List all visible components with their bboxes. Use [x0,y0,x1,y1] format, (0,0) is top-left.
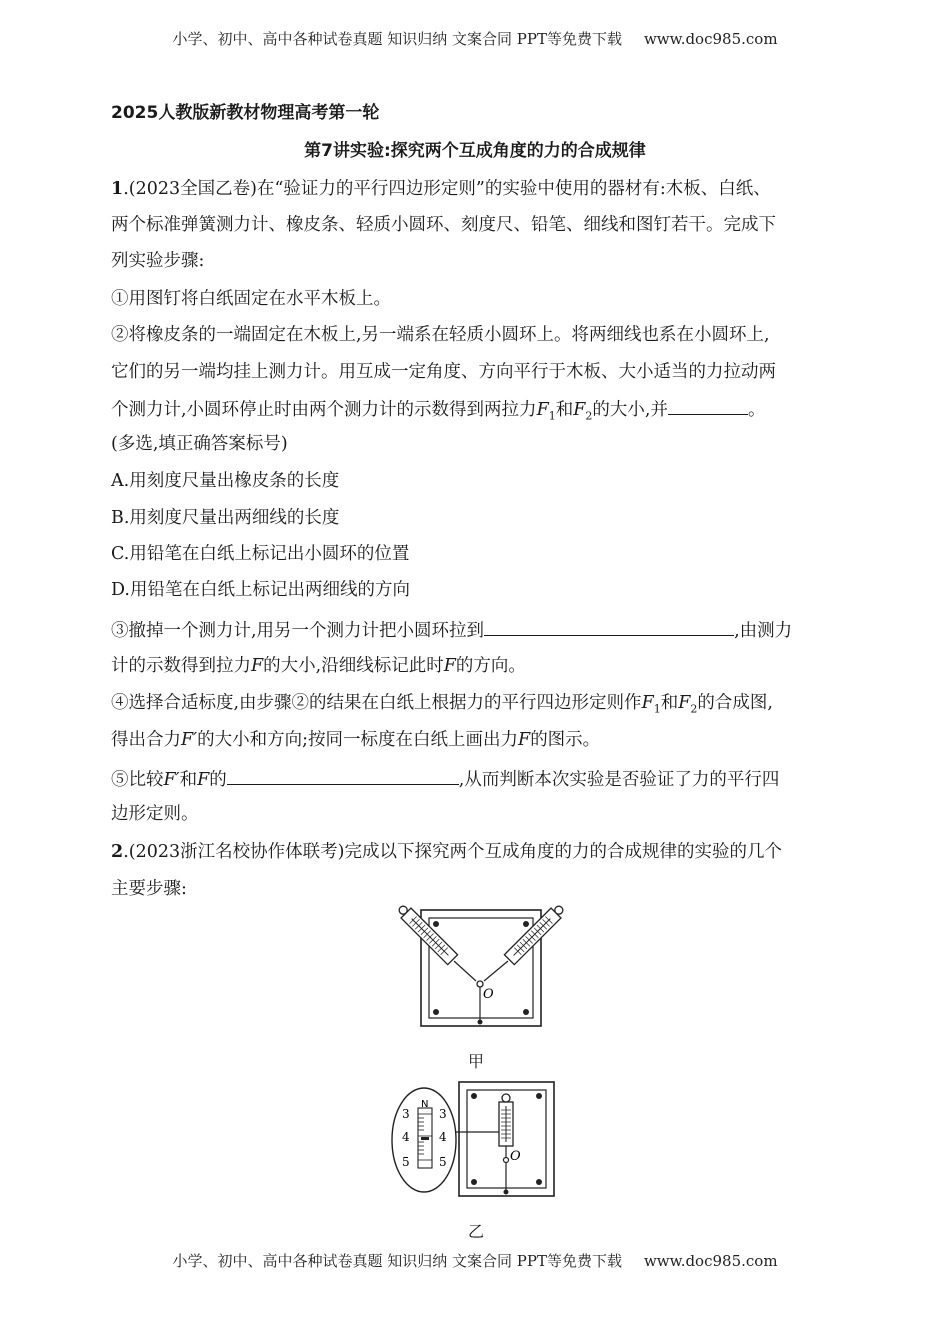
q1-note: (多选,填正确答案标号) [111,434,288,454]
page-footer [0,1250,950,1271]
q1-stem-1: 在“验证力的平行四边形定则”的实验中使用的器材有:木板、白纸、 [256,179,771,199]
board-outer [421,910,541,1026]
footer-text: 小学、初中、高中各种试卷真题 知识归纳 文案合同 PPT等免费下载 [172,1252,622,1270]
vertical-spring-balance [499,1094,513,1146]
right-spring-balance [504,905,566,965]
q2-stem-2: 主要步骤: [111,879,187,899]
q1-step-5b: 边形定则。 [111,804,199,824]
north-label: N [421,1099,429,1110]
board-corners [433,921,529,1015]
q1-stem-2: 两个标准弹簧测力计、橡皮条、轻质小圆环、刻度尺、铅笔、细线和图钉若干。完成下 [111,215,776,235]
answer-blank-1[interactable] [668,396,748,415]
q1-stem-3: 列实验步骤: [111,251,205,271]
footer-site[interactable]: www.doc985.com [643,1252,778,1270]
tick-left-4: 4 [402,1130,410,1144]
q1-step-2a: ②将橡皮条的一端固定在木板上,另一端系在轻质小圆环上。将两细线也系在小圆环上, [111,325,770,345]
pointer [421,1137,429,1140]
q1-number: 1 [111,179,124,199]
header-site[interactable]: www.doc985.com [643,30,778,48]
tick-right-4: 4 [439,1130,447,1144]
fixed-point [478,1020,483,1025]
fixed-point [504,1190,509,1195]
strings [454,961,508,1020]
paper-inner [429,918,533,1018]
tick-left-5: 5 [402,1155,410,1169]
tick-right-5: 5 [439,1155,447,1169]
q1-step-2c: 个测力计,小圆环停止时由两个测力计的示数得到两拉力$F_1$和$F_2$的大小,并 。 [111,396,765,429]
figure-jia [396,905,566,1033]
tick-right-3: 3 [439,1107,447,1121]
option-b: B.用刻度尺量出两细线的长度 [111,508,340,528]
strings [452,1132,506,1192]
caption-yi: 乙 [467,1222,484,1241]
q1-step-4b: 得出合力F′的大小和方向;按同一标度在白纸上画出力F的图示。 [111,730,601,750]
caption-jia: 甲 [467,1052,484,1071]
q2-line-1 [111,840,782,864]
q1-step-5a: ⑤比较F′和F的 ,从而判断本次实验是否验证了力的平行四 [111,766,779,792]
figure-yi [388,1078,558,1202]
answer-blank-3[interactable] [227,766,459,785]
q1-step-3b: 计的示数得到拉力F的大小,沿细线标记此时F的方向。 [111,656,526,676]
q1-source: .(2023全国乙卷) [123,179,257,199]
answer-blank-2[interactable] [484,617,734,636]
q1-step-3a: ③撤掉一个测力计,用另一个测力计把小圆环拉到 ,由测力 [111,617,792,643]
option-d: D.用铅笔在白纸上标记出两细线的方向 [111,580,410,600]
doc-title: 2025人教版新教材物理高考第一轮 [111,103,380,123]
page-header [0,28,950,49]
point-o-label: O [483,987,494,1002]
q2-source: .(2023浙江名校协作体联考) [123,842,345,862]
q2-number: 2 [111,842,124,862]
q2-stem-1: 完成以下探究两个互成角度的力的合成规律的实验的几个 [344,842,782,862]
lesson-title: 第7讲实验:探究两个互成角度的力的合成规律 [304,141,646,161]
point-o-label: O [510,1149,521,1164]
header-text: 小学、初中、高中各种试卷真题 知识归纳 文案合同 PPT等免费下载 [172,30,622,48]
q1-line-1 [111,177,771,201]
q1-step-4a: ④选择合适标度,由步骤②的结果在白纸上根据力的平行四边形定则作$F_1$和$F_2$的合成图, [111,693,773,716]
left-spring-balance [396,905,458,965]
option-c: C.用铅笔在白纸上标记出小圆环的位置 [111,544,410,564]
option-a: A.用刻度尺量出橡皮条的长度 [111,471,340,491]
q1-step-1: ①用图钉将白纸固定在水平木板上。 [111,289,391,309]
small-ring [504,1158,509,1163]
q1-step-2b: 它们的另一端均挂上测力计。用互成一定角度、方向平行于木板、大小适当的力拉动两 [111,362,776,382]
tick-left-3: 3 [402,1107,410,1121]
